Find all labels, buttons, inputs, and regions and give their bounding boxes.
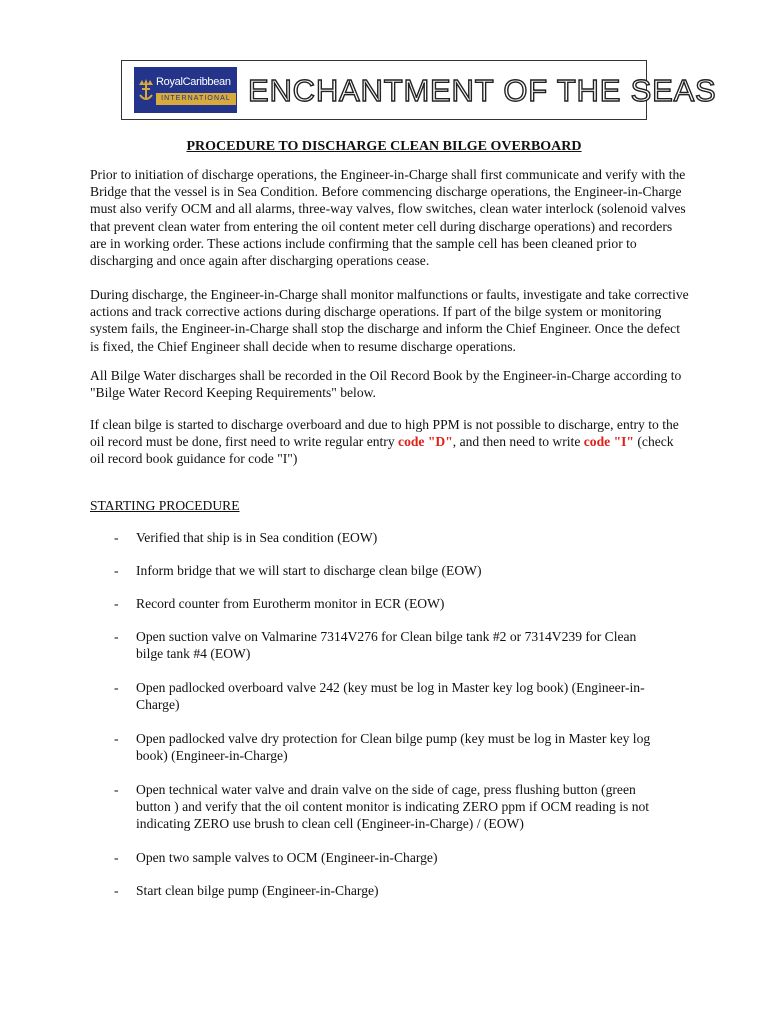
paragraph-text: , and then need to write — [452, 434, 584, 450]
ship-name: ENCHANTMENT OF THE SEAS — [248, 73, 717, 108]
list-bullet: - — [114, 731, 119, 746]
royal-caribbean-logo — [134, 67, 237, 113]
paragraph-during-discharge: During discharge, the Engineer-in-Charge shall monitor malfunctions or faults, investigate and take corrective actions and track corrective actions during discharge operations. If part of the bilge system or monitoring system fails, the Engineer-in-Charge shall stop the discharge and inform the Chief Engineer. Once the defect is fixed, the Chief Engineer shall decide when to resume discharge operations. — [90, 287, 689, 354]
step-text: Open padlocked overboard valve 242 (key must be log in Master key log book) (Engineer-in-Charge) — [136, 680, 645, 713]
step-text: Open padlocked valve dry protection for Clean bilge pump (key must be log in Master key log book) (Engineer-in-Charge) — [136, 731, 651, 764]
list-bullet: - — [114, 629, 119, 644]
paragraph-text: (check oil record book guidance for code "I") — [90, 434, 674, 467]
code-d-label: code "D" — [398, 434, 453, 450]
list-bullet: - — [114, 883, 119, 898]
list-bullet: - — [114, 530, 119, 545]
step-text: Open two sample valves to OCM (Engineer-in-Charge) — [136, 850, 438, 865]
step-text: Open technical water valve and drain valve on the side of cage, press flushing button (green button ) and verify that the oil content monitor is indicating ZERO ppm if OCM reading is not indicating ZERO use brush to clean cell (Engineer-in-Charge) / (EOW) — [136, 782, 650, 832]
section-heading: STARTING PROCEDURE — [90, 498, 240, 513]
list-bullet: - — [114, 680, 119, 695]
code-i-label: code "I" — [583, 434, 634, 450]
list-bullet: - — [114, 850, 119, 865]
logo-brand-name: RoyalCaribbean — [156, 76, 231, 88]
logo-subtitle: INTERNATIONAL — [156, 93, 236, 105]
paragraph-text: If clean bilge is started to discharge overboard and due to high PPM is not possible to discharge, entry to the oil record must be done, first need to write regular entry — [90, 417, 679, 450]
list-bullet: - — [114, 596, 119, 611]
document-title: PROCEDURE TO DISCHARGE CLEAN BILGE OVERBOARD — [186, 139, 582, 154]
step-text: Inform bridge that we will start to discharge clean bilge (EOW) — [136, 563, 482, 578]
paragraph-prior-initiation: Prior to initiation of discharge operations, the Engineer-in-Charge shall first communicate and verify with the Bridge that the vessel is in Sea Condition. Before commencing discharge operations, the Engineer-in-Charge must also verify OCM and all alarms, three-way valves, flow switches, clean water interlock (solenoid valves that prevent clean water from entering the oil content meter cell during discharge operations) and recorders are in working order. These actions include confirming that the sample cell has been cleaned prior to discharging and once again after discharging operations cease. — [90, 167, 686, 269]
step-text: Verified that ship is in Sea condition (EOW) — [136, 530, 378, 545]
list-bullet: - — [114, 563, 119, 578]
step-text: Start clean bilge pump (Engineer-in-Charge) — [136, 883, 379, 898]
paragraph-record-book: All Bilge Water discharges shall be recorded in the Oil Record Book by the Engineer-in-Charge according to "Bilge Water Record Keeping Requirements" below. — [90, 368, 682, 401]
crown-anchor-icon — [137, 77, 155, 103]
step-text: Record counter from Eurotherm monitor in ECR (EOW) — [136, 596, 445, 611]
list-bullet: - — [114, 782, 119, 797]
step-text: Open suction valve on Valmarine 7314V276 for Clean bilge tank #2 or 7314V239 for Clean bilge tank #4 (EOW) — [136, 629, 637, 662]
header-banner — [121, 60, 717, 120]
paragraph-high-ppm — [90, 416, 690, 468]
